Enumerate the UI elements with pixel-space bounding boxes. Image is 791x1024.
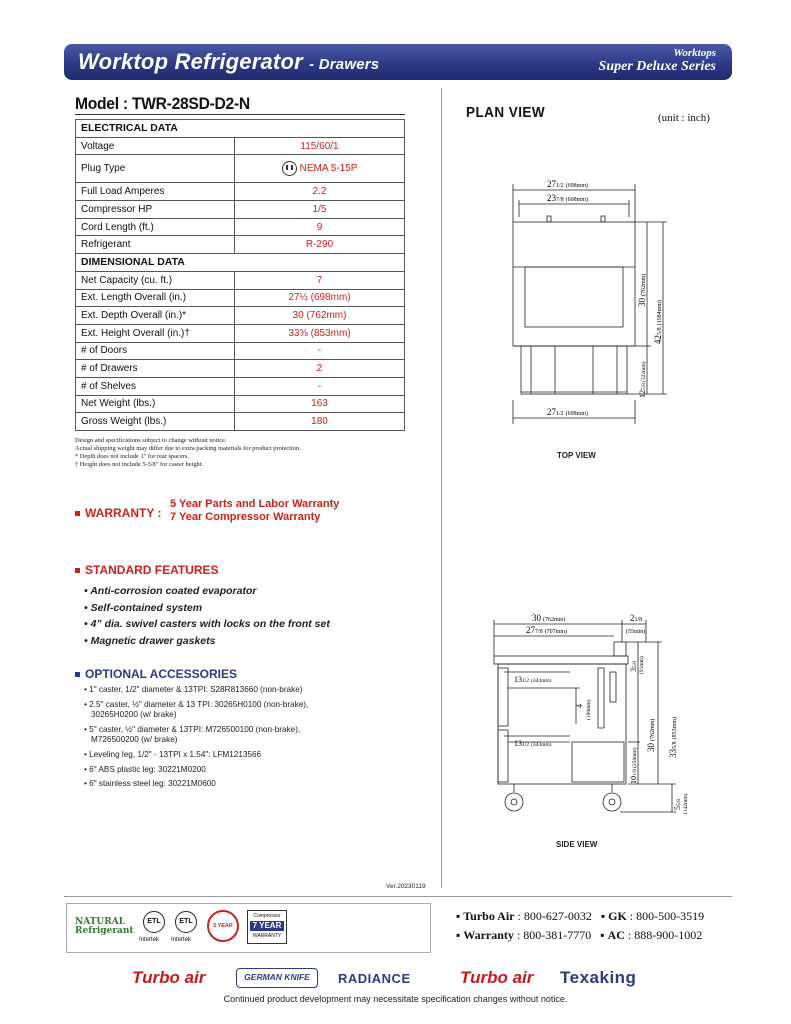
turbo-air-logo: Turbo air	[460, 968, 534, 987]
side-view-drawing	[480, 612, 690, 832]
series-line-1: Worktops	[673, 47, 716, 59]
plug-icon	[282, 161, 297, 176]
spec-label: Ext. Height Overall (in.)†	[76, 324, 235, 342]
contact-row	[456, 907, 704, 926]
intertek-label: Intertek	[171, 937, 192, 943]
side-dim-top: 277/8 (707mm)	[526, 625, 568, 635]
spec-row	[76, 289, 405, 307]
contact-name: Turbo Air	[463, 909, 515, 923]
standard-features-title: STANDARD FEATURES	[85, 563, 219, 577]
dim-drawer: 125/8(322mm)	[638, 361, 647, 398]
column-divider	[441, 88, 442, 888]
accessory-line: • 6" stainless steel leg: 30221M0600	[84, 779, 216, 789]
dim-bottom-width: 271/2 (698mm)	[547, 407, 589, 417]
model-rule	[75, 114, 405, 115]
compressor-warranty-badge: Compressor 7 YEAR WARRANTY	[247, 910, 287, 944]
german-knife-logo: GERMAN KNIFE	[236, 968, 318, 988]
spec-row	[76, 271, 405, 289]
warranty-line-2: 7 Year Compressor Warranty	[170, 511, 321, 523]
title-subtitle: - Drawers	[309, 56, 380, 73]
turbo-air-logo: Turbo air	[132, 968, 206, 987]
contact-number: : 800-500-3519	[629, 909, 705, 923]
spec-value: 7	[235, 271, 405, 289]
side-dim-splash: 35/8	[629, 660, 638, 672]
contact-number: : 800-627-0032	[517, 909, 592, 923]
warranty-text	[170, 498, 339, 524]
title-text: Worktop Refrigerator	[78, 49, 303, 74]
spec-value: 27½ (698mm)	[235, 289, 405, 307]
spec-value: 163	[235, 395, 405, 413]
accessory-item	[84, 750, 308, 761]
spec-row	[76, 137, 405, 155]
version-label: Ver.20230119	[386, 883, 426, 890]
dim-inner-width: 237/8 (608mm)	[547, 193, 589, 203]
accessory-item	[84, 765, 308, 776]
spec-value: R-290	[235, 236, 405, 254]
spec-label: Refrigerant	[76, 236, 235, 254]
spec-label: Plug Type	[76, 155, 235, 183]
top-view-caption: TOP VIEW	[557, 451, 596, 460]
optional-accessories-list	[84, 685, 308, 794]
accessory-item	[84, 685, 308, 696]
warranty-label	[75, 506, 161, 520]
accessory-item	[84, 779, 308, 790]
dim-depth: 30(762mm)	[637, 273, 647, 307]
bullet-square-icon	[75, 672, 80, 677]
feature-item: • Magnetic drawer gaskets	[84, 634, 216, 647]
note-line: † Height does not include 5-5/8" for caster height.	[75, 461, 204, 468]
bullet-square-icon	[75, 568, 80, 573]
spec-value: 2	[235, 360, 405, 378]
spec-label: Net Weight (lbs.)	[76, 395, 235, 413]
feature-item: • 4” dia. swivel casters with locks on the front set	[84, 618, 330, 630]
brand-logos	[130, 966, 670, 992]
spec-value: -	[235, 377, 405, 395]
side-dim-depth: 30 (762mm)	[532, 613, 566, 623]
spec-row	[76, 413, 405, 431]
side-dim-caster-mm: (142mm)	[683, 793, 689, 814]
spec-label: Gross Weight (lbs.)	[76, 413, 235, 431]
spec-value: 1/5	[235, 201, 405, 219]
spec-value: 115/60/1	[235, 137, 405, 155]
spec-value: 30 (762mm)	[235, 307, 405, 325]
spec-label: # of Shelves	[76, 377, 235, 395]
accessory-line: M726500200 (w/ brake)	[91, 735, 178, 745]
contact-number: : 888-900-1002	[627, 928, 703, 942]
accessory-line: • Leveling leg, 1/2" - 13TPI x 1.54": LFM1213566	[84, 750, 262, 760]
side-dim-splash-mm: (91mm)	[639, 656, 645, 674]
contact-bullet: ▪	[600, 909, 609, 923]
spec-label: Full Load Amperes	[76, 183, 235, 201]
accessory-line: • 6" ABS plastic leg: 30221M0200	[84, 764, 206, 774]
side-dim-gap-mm: (100mm)	[586, 699, 592, 720]
optional-accessories-heading	[75, 667, 237, 681]
spec-section-row	[76, 120, 405, 138]
standard-features-list	[84, 583, 330, 649]
warranty-line-1: 5 Year Parts and Labor Warranty	[170, 498, 340, 510]
spec-row	[76, 360, 405, 378]
footer-disclaimer: Continued product development may necessitate specification changes without notice.	[223, 994, 568, 1004]
accessory-line: • 1" caster, 1/2" diameter & 13TPI: S28R813660 (non-brake)	[84, 685, 303, 694]
contact-bullet: ▪	[456, 928, 464, 942]
spec-row	[76, 218, 405, 236]
spec-value: -	[235, 342, 405, 360]
contact-number: : 800-381-7770	[516, 928, 592, 942]
accessory-line: • 2.5" caster, ½" diameter & 13 TPI: 30265H0100 (non-brake),	[84, 699, 309, 709]
optional-accessories-title: OPTIONAL ACCESSORIES	[85, 667, 238, 681]
plan-view-title: PLAN VIEW	[466, 104, 546, 121]
contact-bullet: ▪	[600, 928, 608, 942]
spec-table	[75, 119, 405, 431]
spec-label: Net Capacity (cu. ft.)	[76, 271, 235, 289]
contact-name: AC	[607, 928, 625, 942]
five-year-badge-icon: 5 YEAR	[207, 910, 239, 942]
page-title	[78, 49, 379, 75]
dimensional-data-heading: DIMENSIONAL DATA	[76, 254, 405, 272]
model-number: Model : TWR-28SD-D2-N	[75, 94, 250, 113]
spec-row	[76, 201, 405, 219]
spec-row	[76, 155, 405, 183]
contact-bullet: ▪	[456, 909, 464, 923]
note-line: * Depth does not include 1" for rear spacers.	[75, 453, 189, 460]
spec-label: Compressor HP	[76, 201, 235, 219]
electrical-data-heading: ELECTRICAL DATA	[76, 120, 405, 138]
spec-value: 2.2	[235, 183, 405, 201]
plug-type-text: NEMA 5-15P	[299, 163, 358, 175]
spec-value	[235, 155, 405, 183]
unit-label: (unit : inch)	[658, 112, 710, 124]
side-dim-height: 30(762mm)	[646, 718, 656, 752]
spec-row	[76, 377, 405, 395]
contact-name: GK	[608, 909, 627, 923]
spec-label: Ext. Depth Overall (in.)*	[76, 307, 235, 325]
side-dim-gap: 4	[575, 704, 584, 708]
series-label	[599, 47, 716, 75]
spec-row	[76, 236, 405, 254]
radiance-logo: RADIANCE	[338, 971, 411, 986]
spec-value: 180	[235, 413, 405, 431]
spec-row	[76, 342, 405, 360]
etl-logo: ETL	[143, 911, 165, 933]
contact-info	[456, 907, 704, 945]
certifications-box	[66, 903, 431, 953]
spec-notes	[75, 437, 301, 469]
spec-row	[76, 183, 405, 201]
texaking-logo: Texaking	[560, 968, 637, 987]
side-dim-drawer2: 131/2 (343mm)	[514, 739, 552, 748]
spec-label: Voltage	[76, 137, 235, 155]
side-dim-caster: 55/8	[673, 798, 682, 810]
spec-section-row	[76, 254, 405, 272]
series-line-2: Super Deluxe Series	[598, 59, 716, 74]
contact-name: Warranty	[463, 928, 514, 942]
spec-row	[76, 324, 405, 342]
spec-label: # of Doors	[76, 342, 235, 360]
intertek-label: Intertek	[139, 937, 160, 943]
dim-open-depth: 425/8(1084mm)	[653, 299, 663, 344]
footer-rule	[64, 896, 732, 897]
side-dim-drawer1: 131/2 (343mm)	[514, 675, 552, 684]
side-dim-comp: 101/8(258mm)	[629, 747, 638, 784]
spec-label: # of Drawers	[76, 360, 235, 378]
spec-row	[76, 395, 405, 413]
dim-overall-width: 271/2 (698mm)	[547, 179, 589, 189]
feature-item: • Self-contained system	[84, 601, 203, 614]
side-dim-overall-height: 335/8(853mm)	[668, 716, 678, 758]
side-dim-overhang: 21/8	[630, 613, 643, 623]
accessory-line: 30265H0200 (w/ brake)	[91, 710, 177, 720]
page-header	[64, 44, 732, 80]
spec-row	[76, 307, 405, 325]
feature-item: • Anti-corrosion coated evaporator	[84, 585, 257, 597]
etl-sanitation-logo: ETL	[175, 911, 197, 933]
bullet-square-icon	[75, 511, 80, 516]
contact-row	[456, 926, 704, 945]
note-line: Actual shipping weight may differ due to extra packing materials for product protection.	[75, 445, 301, 452]
spec-value: 9	[235, 218, 405, 236]
spec-label: Ext. Length Overall (in.)	[76, 289, 235, 307]
warranty-label-text: WARRANTY :	[85, 506, 162, 520]
side-view-caption: SIDE VIEW	[556, 840, 598, 849]
spec-value: 33⅝ (853mm)	[235, 324, 405, 342]
accessory-item	[84, 725, 308, 746]
accessory-line: • 5" caster, ½" diameter & 13TPI: M726500100 (non-brake),	[84, 724, 301, 734]
standard-features-heading	[75, 563, 219, 577]
natural-refrigerant-logo: NATURAL Refrigerant	[75, 917, 134, 936]
note-line: Design and specifications subject to change without notice.	[75, 437, 227, 444]
spec-label: Cord Length (ft.)	[76, 218, 235, 236]
accessory-item	[84, 700, 308, 721]
side-dim-overhang-mm: (55mm)	[626, 629, 646, 635]
top-view-drawing	[495, 172, 695, 432]
